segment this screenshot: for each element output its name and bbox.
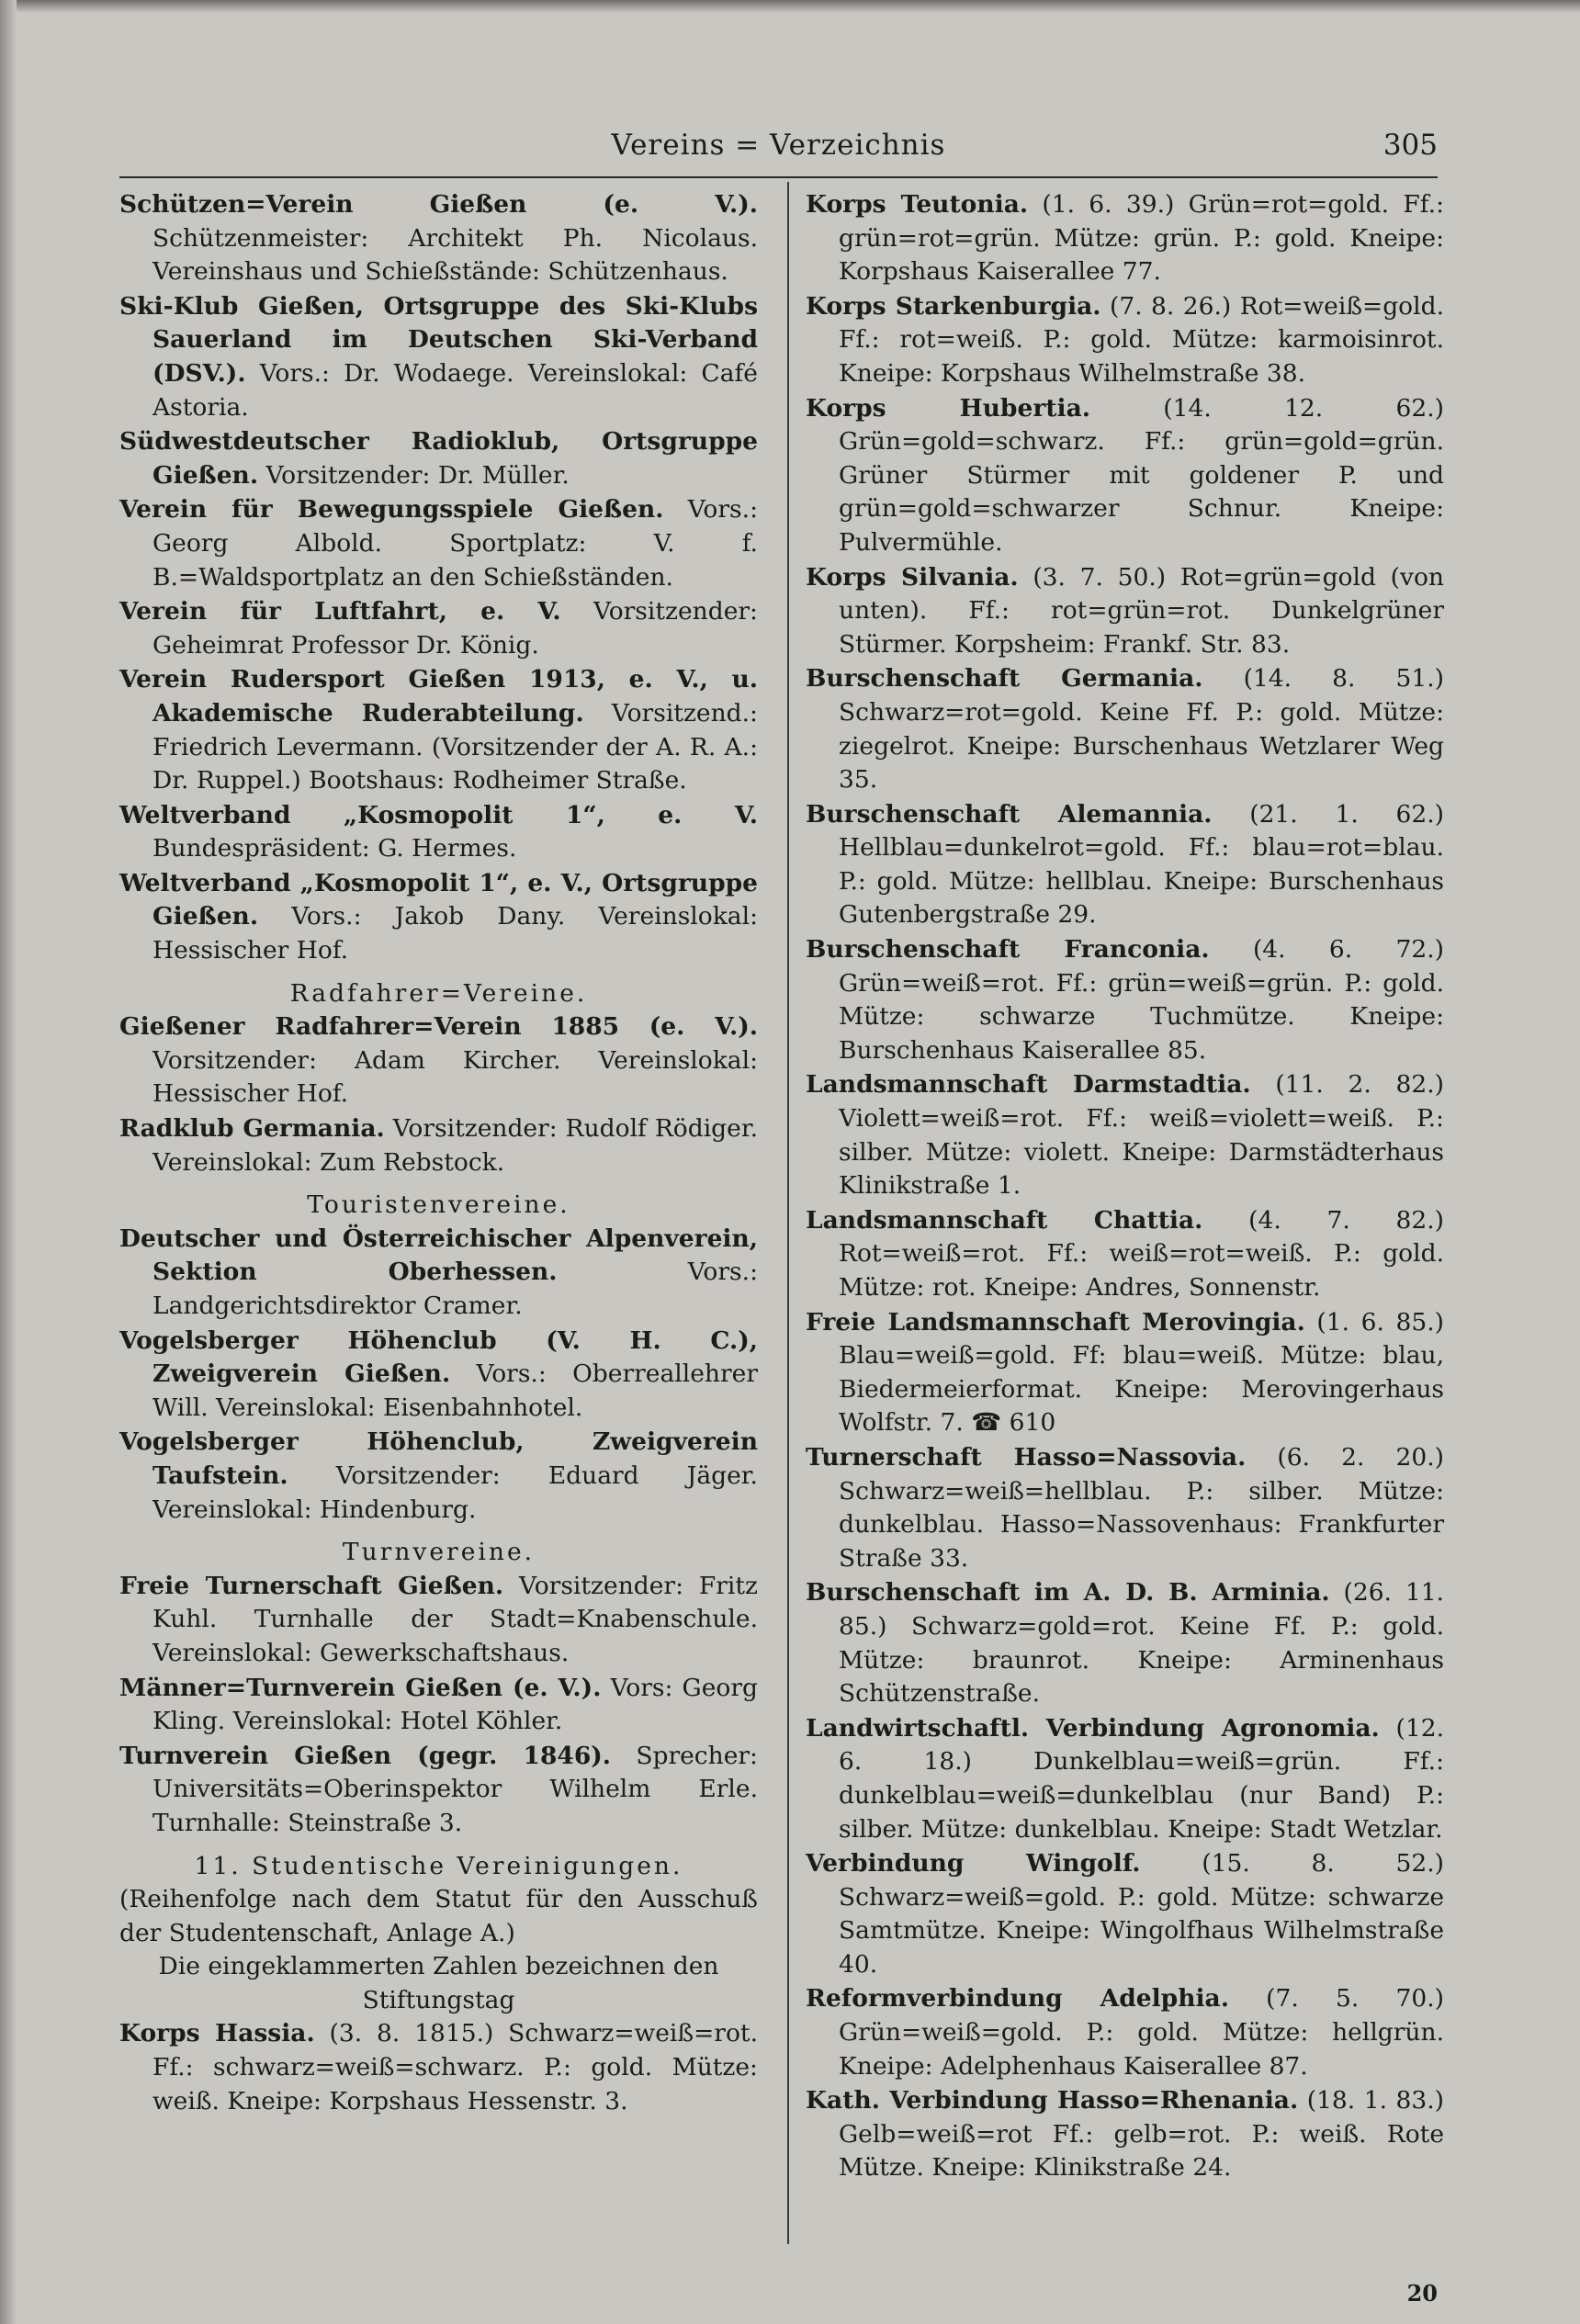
entry-details: (4. 7. 82.) Rot=weiß=rot. Ff.: weiß=rot=weiß. P.: gold. Mütze: rot. Kneipe: Andres, Sonnenstr. <box>839 1205 1444 1302</box>
entry-details: Vorsitzend.: Friedrich Levermann. (Vorsitzender der A. R. A.: Dr. Ruppel.) Bootshaus: Rodheimer Straße. <box>152 698 758 795</box>
directory-entry <box>806 1068 1444 1202</box>
entry-details: Vors.: Dr. Wodaege. Vereinslokal: Café Astoria. <box>152 358 758 422</box>
section-heading: Turnvereine. <box>342 1538 536 1567</box>
entry-details: (26. 11. 85.) Schwarz=gold=rot. Keine Ff. P.: gold. Mütze: braunrot. Kneipe: Arminenhaus Schützenstraße. <box>839 1578 1444 1709</box>
entry-details: (3. 8. 1815.) Schwarz=weiß=rot. Ff.: schwarz=weiß=schwarz. P.: gold. Mütze: weiß. Kneipe: Korpshaus Hessenstr. 3. <box>152 2019 759 2115</box>
directory-entry <box>806 933 1444 1067</box>
directory-entry <box>119 663 758 797</box>
entry-details: Vorsitzender: Dr. Müller. <box>258 460 570 490</box>
directory-entry <box>119 493 758 594</box>
entry-name: Freie Landsmannschaft Merovingia. <box>806 1307 1305 1337</box>
entry-name: Landsmannschaft Chattia. <box>806 1205 1203 1235</box>
column-divider <box>787 182 789 2244</box>
section-note: (Reihenfolge nach dem Statut für den Ausschuß der Studentenschaft, Anlage A.) <box>119 1885 758 1947</box>
entry-name: Turnverein Gießen (gegr. 1846). <box>119 1741 612 1770</box>
directory-entry <box>806 798 1444 932</box>
directory-entry <box>119 1426 758 1527</box>
entry-name: Männer=Turnverein Gießen (e. V.). <box>119 1673 602 1702</box>
directory-entry <box>806 1712 1444 1846</box>
entry-details: (11. 2. 82.) Violett=weiß=rot. Ff.: weiß=violett=weiß. P.: silber. Mütze: violett. Kneipe: Darmstädterhaus Klinikstraße 1. <box>839 1070 1444 1201</box>
entry-name: Kath. Verbindung Hasso=Rhenania. <box>806 2086 1299 2115</box>
entry-name: Weltverband „Kosmopolit 1“, e. V., Ortsgruppe Gießen. <box>119 868 758 931</box>
directory-entry <box>119 799 758 866</box>
entry-name: Freie Turnerschaft Gießen. <box>119 1571 504 1600</box>
section-heading: 11. Studentische Vereinigungen. <box>194 1851 683 1880</box>
entry-name: Vogelsberger Höhenclub (V. H. C.), Zweigverein Gießen. <box>119 1326 758 1389</box>
entry-name: Burschenschaft Franconia. <box>806 935 1210 965</box>
directory-entry <box>806 662 1444 796</box>
entry-details: Vors.: Oberreallehrer Will. Vereinslokal: Eisenbahnhotel. <box>152 1359 758 1422</box>
directory-entry <box>119 1740 758 1841</box>
entry-name: Verein für Bewegungsspiele Gießen. <box>119 495 664 525</box>
entry-details: (14. 8. 51.) Schwarz=rot=gold. Keine Ff. P.: gold. Mütze: ziegelrot. Kneipe: Burschenhaus Wetzlarer Weg 35. <box>839 664 1444 795</box>
entry-name: Korps Teutonia. <box>806 190 1029 219</box>
entry-name: Deutscher und Österreichischer Alpenverein, Sektion Oberhessen. <box>119 1224 758 1287</box>
entry-name: Korps Silvania. <box>806 562 1019 592</box>
entry-details: Sprecher: Universitäts=Oberinspektor Wilhelm Erle. Turnhalle: Steinstraße 3. <box>152 1741 758 1837</box>
right-column <box>806 188 1444 2185</box>
entry-name: Korps Starkenburgia. <box>806 291 1101 321</box>
directory-entry <box>119 1223 758 1324</box>
directory-entry <box>119 425 758 492</box>
directory-entry <box>806 1982 1444 2083</box>
entry-name: Burschenschaft Germania. <box>806 664 1203 694</box>
entry-name: Schützen=Verein Gießen (e. V.). <box>119 190 758 219</box>
directory-entry <box>806 1576 1444 1710</box>
entry-name: Ski-Klub Gießen, Ortsgruppe des Ski-Klubs Sauerland im Deutschen Ski-Verband (DSV.). <box>119 291 758 388</box>
entry-name: Korps Hassia. <box>119 2019 315 2048</box>
entry-details: Schützenmeister: Architekt Ph. Nicolaus. Vereinshaus und Schießstände: Schützenhaus. <box>152 223 758 287</box>
entry-details: (3. 7. 50.) Rot=grün=gold (von unten). Ff.: rot=grün=rot. Dunkelgrüner Stürmer. Korpsheim: Frankf. Str. 83. <box>839 562 1444 659</box>
left-column <box>119 188 758 2118</box>
entry-details: Vorsitzender: Rudolf Rödiger. Vereinslokal: Zum Rebstock. <box>152 1114 758 1177</box>
directory-entry <box>806 1847 1444 1981</box>
directory-entry <box>119 1010 758 1111</box>
entry-name: Turnerschaft Hasso=Nassovia. <box>806 1442 1247 1472</box>
directory-entry <box>119 595 758 662</box>
directory-entry <box>119 1672 758 1739</box>
entry-details: (12. 6. 18.) Dunkelblau=weiß=grün. Ff.: dunkelblau=weiß=dunkelblau (nur Band) P.: silber. Mütze: dunkelblau. Kneipe: Stadt Wetzlar. <box>839 1713 1445 1844</box>
entry-details: Vors.: Landgerichtsdirektor Cramer. <box>152 1258 759 1320</box>
directory-entry <box>119 290 758 424</box>
entry-details: Vors.: Georg Albold. Sportplatz: V. f. B.=Waldsportplatz an den Schießständen. <box>152 495 758 592</box>
entry-name: Reformverbindung Adelphia. <box>806 1984 1229 2014</box>
directory-entry <box>119 1325 758 1426</box>
entry-name: Burschenschaft im A. D. B. Arminia. <box>806 1578 1330 1608</box>
entry-name: Landsmannschaft Darmstadtia. <box>806 1070 1251 1100</box>
section-heading: Radfahrer=Vereine. <box>289 978 588 1008</box>
entry-details: (21. 1. 62.) Hellblau=dunkelrot=gold. Ff.: blau=rot=blau. P.: gold. Mütze: hellblau. Kneipe: Burschenhaus Gutenbergstraße 29. <box>839 799 1444 930</box>
entry-details: (18. 1. 83.) Gelb=weiß=rot Ff.: gelb=rot. P.: weiß. Rote Mütze. Kneipe: Klinikstraße 24. <box>839 2086 1444 2183</box>
directory-entry <box>806 2084 1444 2185</box>
entry-name: Weltverband „Kosmopolit 1“, e. V. <box>119 800 758 829</box>
header-rule <box>119 176 1438 178</box>
entry-name: Korps Hubertia. <box>806 393 1090 423</box>
entry-details: (1. 6. 85.) Blau=weiß=gold. Ff: blau=weiß. Mütze: blau, Biedermeierformat. Kneipe: Merovingerhaus Wolfstr. 7. ☎ 610 <box>839 1307 1444 1438</box>
entry-details: (7. 5. 70.) Grün=weiß=gold. P.: gold. Mütze: hellgrün. Kneipe: Adelphenhaus Kaiserallee 87. <box>839 1984 1444 2081</box>
entry-name: Landwirtschaftl. Verbindung Agronomia. <box>806 1713 1380 1743</box>
entry-name: Südwestdeutscher Radioklub, Ortsgruppe Gießen. <box>119 427 758 490</box>
directory-entry <box>806 561 1444 662</box>
directory-entry <box>806 1204 1444 1305</box>
directory-entry <box>119 188 758 289</box>
entry-name: Vogelsberger Höhenclub, Zweigverein Taufstein. <box>119 1427 758 1490</box>
entry-details: Vorsitzender: Fritz Kuhl. Turnhalle der Stadt=Knabenschule. Vereinslokal: Gewerkschaftshaus. <box>152 1571 758 1667</box>
section-note: Die eingeklammerten Zahlen bezeichnen den Stiftungstag <box>158 1952 719 2014</box>
directory-entry <box>119 1570 758 1671</box>
entry-details: Vors.: Jakob Dany. Vereinslokal: Hessischer Hof. <box>152 902 758 965</box>
entry-details: (6. 2. 20.) Schwarz=weiß=hellblau. P.: silber. Mütze: dunkelblau. Hasso=Nassovenhaus: Frankfurter Straße 33. <box>839 1442 1444 1573</box>
entry-details: (1. 6. 39.) Grün=rot=gold. Ff.: grün=rot=grün. Mütze: grün. P.: gold. Kneipe: Korpshaus Kaiserallee 77. <box>839 190 1444 287</box>
entry-details: (15. 8. 52.) Schwarz=weiß=gold. P.: gold. Mütze: schwarze Samtmütze. Kneipe: Wingolfhaus Wilhelmstraße 40. <box>839 1849 1444 1979</box>
running-head: Vereins = Verzeichnis <box>611 129 946 162</box>
entry-details: Vorsitzender: Geheimrat Professor Dr. König. <box>152 597 758 660</box>
entry-name: Verein Rudersport Gießen 1913, e. V., u. Akademische Ruderabteilung. <box>119 665 758 728</box>
entry-details: (14. 12. 62.) Grün=gold=schwarz. Ff.: grün=gold=grün. Grüner Stürmer mit goldener P. und grün=gold=schwarzer Schnur. Kneipe: Pulvermühle. <box>839 393 1444 557</box>
directory-entry <box>119 867 758 968</box>
entry-details: Bundespräsident: G. Hermes. <box>152 834 517 863</box>
entry-details: Vorsitzender: Eduard Jäger. Vereinslokal: Hindenburg. <box>152 1461 758 1524</box>
entry-name: Gießener Radfahrer=Verein 1885 (e. V.). <box>119 1012 758 1042</box>
entry-details: Vorsitzender: Adam Kircher. Vereinslokal: Hessischer Hof. <box>152 1045 758 1109</box>
directory-entry <box>806 188 1444 289</box>
printer-signature: 20 <box>1406 2280 1438 2307</box>
directory-entry <box>806 1306 1444 1440</box>
entry-details: (4. 6. 72.) Grün=weiß=rot. Ff.: grün=weiß=grün. P.: gold. Mütze: schwarze Tuchmütze. Kneipe: Burschenhaus Kaiserallee 85. <box>839 935 1444 1065</box>
directory-entry <box>119 1112 758 1179</box>
entry-name: Radklub Germania. <box>119 1114 385 1144</box>
entry-name: Burschenschaft Alemannia. <box>806 799 1213 829</box>
directory-entry <box>806 290 1444 391</box>
page-header <box>119 129 1438 175</box>
section-heading: Touristenvereine. <box>307 1190 570 1220</box>
directory-entry <box>806 1441 1444 1575</box>
entry-name: Verbindung Wingolf. <box>806 1849 1141 1878</box>
entry-details: (7. 8. 26.) Rot=weiß=gold. Ff.: rot=weiß. P.: gold. Mütze: karmoisinrot. Kneipe: Korpshaus Wilhelmstraße 38. <box>839 291 1445 388</box>
page-number: 305 <box>1382 129 1438 162</box>
directory-entry <box>119 2017 758 2118</box>
entry-details: Vors: Georg Kling. Vereinslokal: Hotel Köhler. <box>152 1673 758 1736</box>
directory-entry <box>806 392 1444 560</box>
entry-name: Verein für Luftfahrt, e. V. <box>119 597 561 626</box>
